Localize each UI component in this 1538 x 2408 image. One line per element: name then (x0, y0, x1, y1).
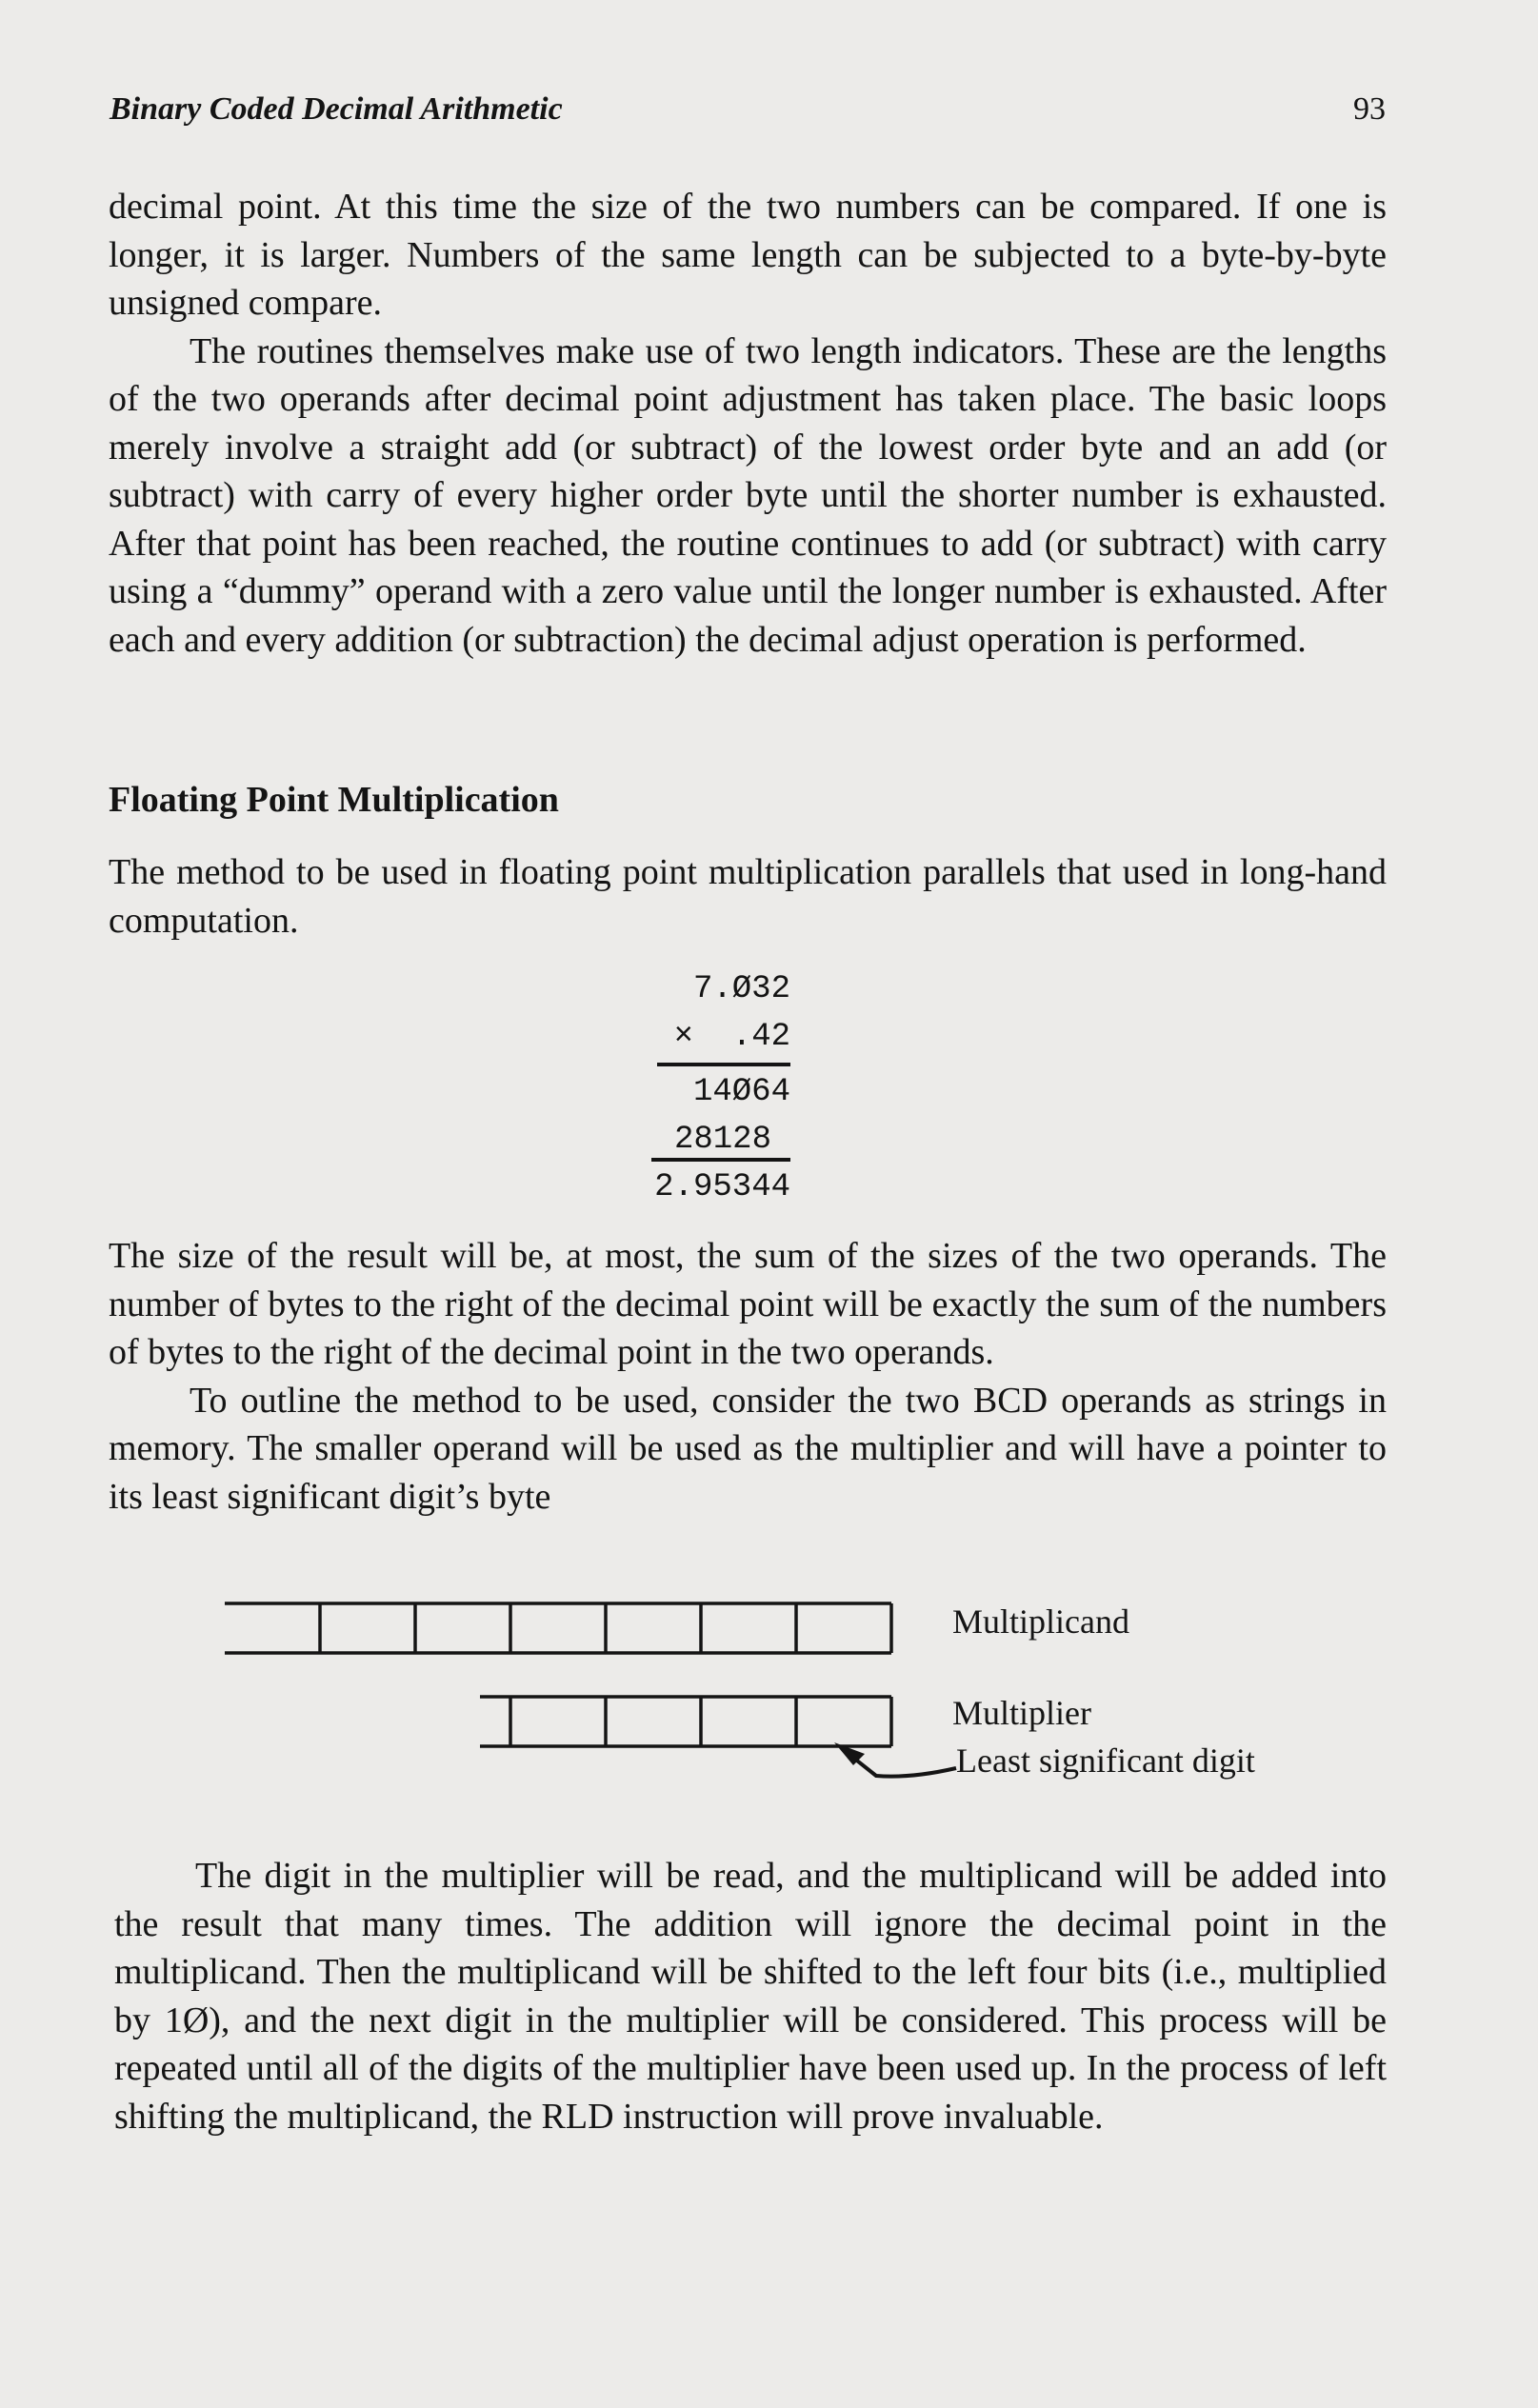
calc-partial-product-1: 14Ø64 (692, 1074, 790, 1110)
paragraph-result-size: The size of the result will be, at most, the sum of the sizes of the two operands. The number of bytes to the right of the decimal point will be exactly the sum of the numbers of bytes to the right of the decimal point in the two operands. (109, 1236, 1387, 1372)
calc-rule-2 (651, 1158, 790, 1162)
section-heading: Floating Point Multiplication (109, 780, 559, 820)
page-number: 93 (1353, 91, 1386, 127)
calc-rule-1 (657, 1063, 790, 1066)
multiplier-string (480, 1697, 891, 1746)
section-intro: The method to be used in floating point multiplication parallels that used in long-hand computation. (109, 852, 1387, 941)
paragraph-length-indicators: The routines themselves make use of two length indicators. These are the lengths of the two operands after decimal point adjustment has taken place. The basic loops merely involve a straight add (or subtract) of the lowest order byte and an add (or subtract) with carry of every higher order byte until the shorter number is exhausted. After that point has been reached, the routine continues to add (or subtract) with carry using a “dummy” operand with a zero value until the longer number is exhausted. After each and every addition (or subtraction) the decimal adjust operation is performed. (109, 330, 1387, 660)
paragraph-continued: decimal point. At this time the size of the two numbers can be compared. If one is longer, it is larger. Numbers of the same length can be subjected to a byte-by-byte unsigned compare. (109, 187, 1387, 323)
calc-partial-product-2: 28128 (673, 1122, 771, 1158)
after-calc-text (109, 1232, 1387, 1521)
operand-strings-diagram (225, 1592, 1329, 1811)
least-significant-digit-label: Least significant digit (956, 1741, 1255, 1780)
multiplicand-label: Multiplicand (952, 1602, 1129, 1641)
multiplicand-string (225, 1603, 891, 1653)
calc-result: 2.95344 (654, 1169, 790, 1205)
running-head (110, 91, 1386, 139)
multiplier-label: Multiplier (952, 1694, 1091, 1732)
top-text (109, 183, 1387, 664)
paragraph-outline-method: To outline the method to be used, consider the two BCD operands as strings in memory. The smaller operand will be used as the multiplier and will have a pointer to its least significant digit’s byte (109, 1380, 1387, 1517)
calc-multiplicand: 7.Ø32 (692, 971, 790, 1007)
closing-paragraph: The digit in the multiplier will be read, and the multiplicand will be added into the result that many times. The addition will ignore the decimal point in the multiplicand. Then the multiplicand will be shifted to the left four bits (i.e., multiplied by 1Ø), and the next digit in the multiplier will be considered. This process will be repeated until all of the digits of the multiplier have been used up. In the process of left shifting the multiplicand, the RLD instruction will prove invaluable. (114, 1856, 1387, 2137)
calc-multiplier: × .42 (673, 1019, 790, 1055)
running-title: Binary Coded Decimal Arithmetic (110, 91, 563, 127)
